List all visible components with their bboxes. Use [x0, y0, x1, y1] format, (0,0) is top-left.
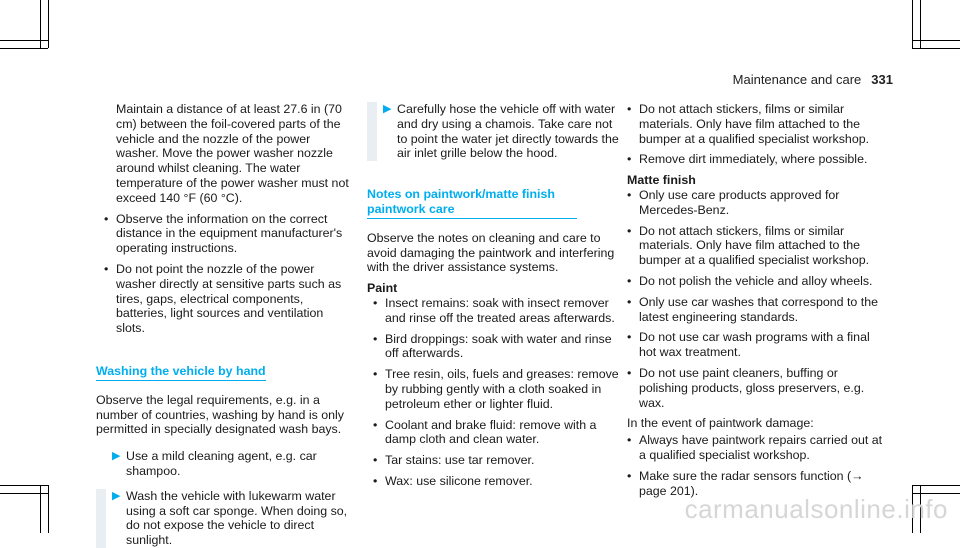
crop-mark	[48, 485, 49, 533]
list-item: • Do not polish the vehicle and alloy wheels.	[627, 274, 889, 289]
list-item: • Do not point the nozzle of the power washer directly at sensitive parts such as tires, gaps, electrical components, batteries, light sources and ventilation slots.	[104, 262, 354, 336]
list-item: • Wax: use silicone remover.	[373, 474, 621, 489]
list-item: • Do not use car wash programs with a final hot wax treatment.	[627, 330, 889, 360]
list-item: • Remove dirt immediately, where possible.	[627, 152, 889, 167]
action-step: ▶ Wash the vehicle with lukewarm water using a soft car sponge. When doing so, do not expose the vehicle to direct sunlight.	[96, 489, 354, 548]
crop-mark	[0, 485, 48, 486]
list-item: • Do not use paint cleaners, buffing or polishing products, gloss preservers, e.g. wax.	[627, 366, 889, 410]
action-arrow-icon: ▶	[112, 489, 121, 502]
damage-list	[627, 433, 889, 498]
paint-intro: Observe the notes on cleaning and care to avoid damaging the paintwork and interfering with the driver assistance systems.	[367, 230, 615, 275]
list-item: • Coolant and brake fluid: remove with a damp cloth and clean water.	[373, 418, 621, 448]
crop-mark	[0, 48, 48, 49]
step-bar	[367, 102, 377, 161]
list-item: • Tree resin, oils, fuels and greases: remove by rubbing gently with a cloth soaked in petroleum ether or lighter fluid.	[373, 367, 621, 411]
crop-mark	[912, 48, 960, 49]
action-step: ▶ Use a mild cleaning agent, e.g. car shampoo.	[112, 449, 317, 478]
list-item: • Do not attach stickers, films or similar materials. Only have film attached to the bumper at a qualified specialist workshop.	[627, 224, 889, 268]
crop-mark	[0, 493, 48, 494]
paint-list	[373, 296, 621, 489]
list-item: • Only use care products approved for Mercedes-Benz.	[627, 188, 889, 218]
column-2	[367, 102, 621, 495]
step-bar	[96, 489, 106, 548]
list-item: • Do not attach stickers, films or similar materials. Only have film attached to the bumper at a qualified specialist workshop.	[627, 102, 889, 146]
column-3	[627, 102, 889, 504]
section-title: Maintenance and care	[732, 72, 862, 87]
crop-mark	[0, 40, 48, 41]
list-item: • Always have paintwork repairs carried out at a qualified specialist workshop.	[627, 433, 889, 463]
damage-intro: In the event of paintwork damage:	[627, 416, 814, 431]
matte-label: Matte finish	[627, 173, 696, 188]
paint-list-continued	[627, 102, 889, 167]
crop-mark	[912, 485, 960, 486]
action-arrow-icon: ▶	[383, 103, 392, 115]
crop-mark	[912, 40, 960, 41]
action-arrow-icon: ▶	[112, 450, 121, 463]
watermark: carmanualsonline.info	[684, 494, 948, 524]
column-1	[96, 102, 354, 548]
section-heading: Notes on paintwork/matte finish paintwork care	[367, 187, 577, 219]
page-header	[733, 72, 893, 87]
list-item: • Bird droppings: soak with water and rinse off afterwards.	[373, 332, 621, 362]
list-item: • Insect remains: soak with insect remover and rinse off the treated areas afterwards.	[373, 296, 621, 326]
washing-intro: Observe the legal requirements, e.g. in a number of countries, washing by hand is only permitted in specially designated wash bays.	[96, 392, 344, 437]
crop-mark	[48, 0, 49, 48]
list-item: • Only use car washes that correspond to the latest engineering standards.	[627, 295, 889, 325]
matte-list	[627, 188, 889, 410]
section-heading: Washing the vehicle by hand	[96, 364, 266, 381]
power-washer-list	[104, 212, 354, 336]
page-number: 331	[871, 72, 893, 87]
paint-label: Paint	[367, 281, 398, 296]
action-step: ▶ Carefully hose the vehicle off with water and dry using a chamois. Take care not to point the water jet directly towards the air inlet grille below the hood.	[367, 102, 621, 161]
list-item: • Observe the information on the correct distance in the equipment manufacturer's operating instructions.	[104, 212, 354, 256]
list-item: • Make sure the radar sensors function (→ page 201).	[627, 469, 889, 499]
list-item: • Tar stains: use tar remover.	[373, 453, 621, 468]
power-washer-paragraph: Maintain a distance of at least 27.6 in (70 cm) between the foil-covered parts of the vehicle and the nozzle of the power washer. Move the power washer nozzle around whilst cleaning. The water temperature of the power washer must not exceed 140 °F (60 °C).	[116, 102, 349, 205]
